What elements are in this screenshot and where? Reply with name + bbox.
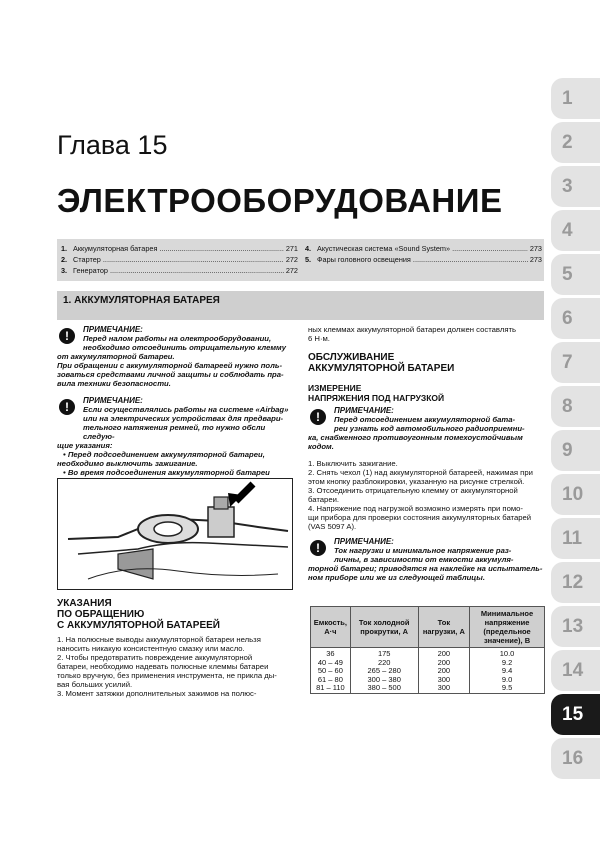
- table-cell: 200: [418, 659, 469, 668]
- chapter-tab-4: 4: [551, 210, 600, 251]
- chapter-tab-15: 15: [551, 694, 600, 735]
- table-cell: 300 – 380: [350, 676, 418, 685]
- chapter-tab-11: 11: [551, 518, 600, 559]
- right-column: ных клеммах аккумуляторной батареи должен составлять 6 Н·м. ОБСЛУЖИВАНИЕ АККУМУЛЯТОРНОЙ БАТАРЕИ ИЗМЕРЕНИЕ НАПРЯЖЕНИЯ ПОД НАГРУЗКОЙ ! ПРИМЕЧАНИЕ: Перед отсоединением аккумуляторной бата- реи узнать код автомобильного радиоприемни- ка, снабженного противоугонным помехоустойчивым кодом. 1. Выключить зажигание. 2. Снять чехол (1) над аккумуляторной батареей, нажимая при этом кнопку разблокировки, указанную на рисунке стрелкой. 3. Отсоединить отрицательную клемму от аккумуляторной батареи. 4. Напряжение под нагрузкой возможно измерять при помо- щи прибора для проверки состояния аккумуляторных батарей (VAS 5097 A). ! ПРИМЕЧАНИЕ: Ток нагрузки и минимальное напряжение раз- личны, в зависимости от емкости аккумуля- торной батареи; приводятся на наклейке на испытатель- ном приборе или же из следующей таблицы.: [308, 325, 546, 582]
- table-row: [311, 684, 545, 693]
- column-header: Минимальное напряжение (предельное значение), В: [470, 607, 545, 648]
- left-column: ! ПРИМЕЧАНИЕ: Перед налом работы на олектрооборудовании, необходимо отсоединить отрицательную клемму от аккумуляторной батареи. При обращении с аккумуляторной батареей нужно поль- зоваться средствами личной защиты и соблюдать пра- вила техники безопасности. ! ПРИМЕЧАНИЕ: Если осуществлялись работы на системе «Airbag» или на электрических устройствах для предвари- тельного натяжения ремней, то нужно обсли следую- щие указания: • Перед подсоединением аккумуляторной батареи, необходимо выключить зажигание. • Во время подсоединения аккумуляторной батареи: [57, 325, 293, 486]
- table-cell: 300: [418, 684, 469, 693]
- chapter-tab-10: 10: [551, 474, 600, 515]
- table-cell: 380 – 500: [350, 684, 418, 693]
- toc-item: 2. Стартер ..... 272: [61, 254, 298, 265]
- warning-icon: [310, 409, 326, 425]
- table-row: [311, 648, 545, 659]
- table-cell: 50 – 60: [311, 667, 351, 676]
- table-cell: 9.2: [470, 659, 545, 668]
- chapter-tab-14: 14: [551, 650, 600, 691]
- table-cell: 175: [350, 648, 418, 659]
- chapter-tab-3: 3: [551, 166, 600, 207]
- chapter-tab-12: 12: [551, 562, 600, 603]
- toc-item: 3. Генератор ..... 272: [61, 265, 298, 276]
- chapter-tab-7: 7: [551, 342, 600, 383]
- table-cell: 300: [418, 676, 469, 685]
- section-heading: 1. АККУМУЛЯТОРНАЯ БАТАРЕЯ: [57, 291, 544, 320]
- chapter-tab-5: 5: [551, 254, 600, 295]
- battery-terminal-figure: [57, 478, 293, 590]
- column-header: Ток холодной прокрутки, А: [350, 607, 418, 648]
- table-cell: 36: [311, 648, 351, 659]
- table-cell: 81 – 110: [311, 684, 351, 693]
- chapter-label: Глава 15: [57, 130, 168, 160]
- handling-section: УКАЗАНИЯ ПО ОБРАЩЕНИЮ С АККУМУЛЯТОРНОЙ БАТАРЕЕЙ 1. На полюсные выводы аккумуляторной батареи нельзя наносить никакую консистентную смазку или масло. 2. Чтобы предотвратить повреждение аккумуляторной батареи, необходимо надевать полюсные клеммы батареи только вручную, без применения инструмента, не прикла ды- вая больших усилий. 3. Момент затяжки дополнительных зажимов на полюс-: [57, 598, 277, 698]
- table-header-row: [311, 607, 545, 648]
- table-cell: 220: [350, 659, 418, 668]
- table-cell: 9.5: [470, 684, 545, 693]
- table-cell: 10.0: [470, 648, 545, 659]
- table-cell: 265 – 280: [350, 667, 418, 676]
- toc-item: 1. Аккумуляторная батарея ..... 271: [61, 243, 298, 254]
- toc-item: 4. Акустическая система «Sound System» ..... 273: [305, 243, 542, 254]
- warning-icon: [59, 399, 75, 415]
- chapter-tab-8: 8: [551, 386, 600, 427]
- table-cell: 9.4: [470, 667, 545, 676]
- chapter-tab-6: 6: [551, 298, 600, 339]
- table-of-contents: [57, 239, 544, 281]
- warning-icon: [59, 328, 75, 344]
- table-cell: 200: [418, 667, 469, 676]
- column-header: Ток нагрузки, А: [418, 607, 469, 648]
- table-cell: 61 – 80: [311, 676, 351, 685]
- chapter-tab-13: 13: [551, 606, 600, 647]
- chapter-tabs: [551, 78, 600, 782]
- table-cell: 40 – 49: [311, 659, 351, 668]
- toc-item: 5. Фары головного освещения ..... 273: [305, 254, 542, 265]
- battery-terminal-drawing: [58, 479, 292, 589]
- chapter-tab-2: 2: [551, 122, 600, 163]
- page-title: ЭЛЕКТРООБОРУДОВАНИЕ: [57, 182, 503, 219]
- battery-spec-table: [310, 606, 545, 694]
- table-cell: 9.0: [470, 676, 545, 685]
- chapter-tab-1: 1: [551, 78, 600, 119]
- chapter-tab-9: 9: [551, 430, 600, 471]
- warning-icon: [310, 540, 326, 556]
- table-cell: 200: [418, 648, 469, 659]
- chapter-tab-16: 16: [551, 738, 600, 779]
- column-header: Емкость, А·ч: [311, 607, 351, 648]
